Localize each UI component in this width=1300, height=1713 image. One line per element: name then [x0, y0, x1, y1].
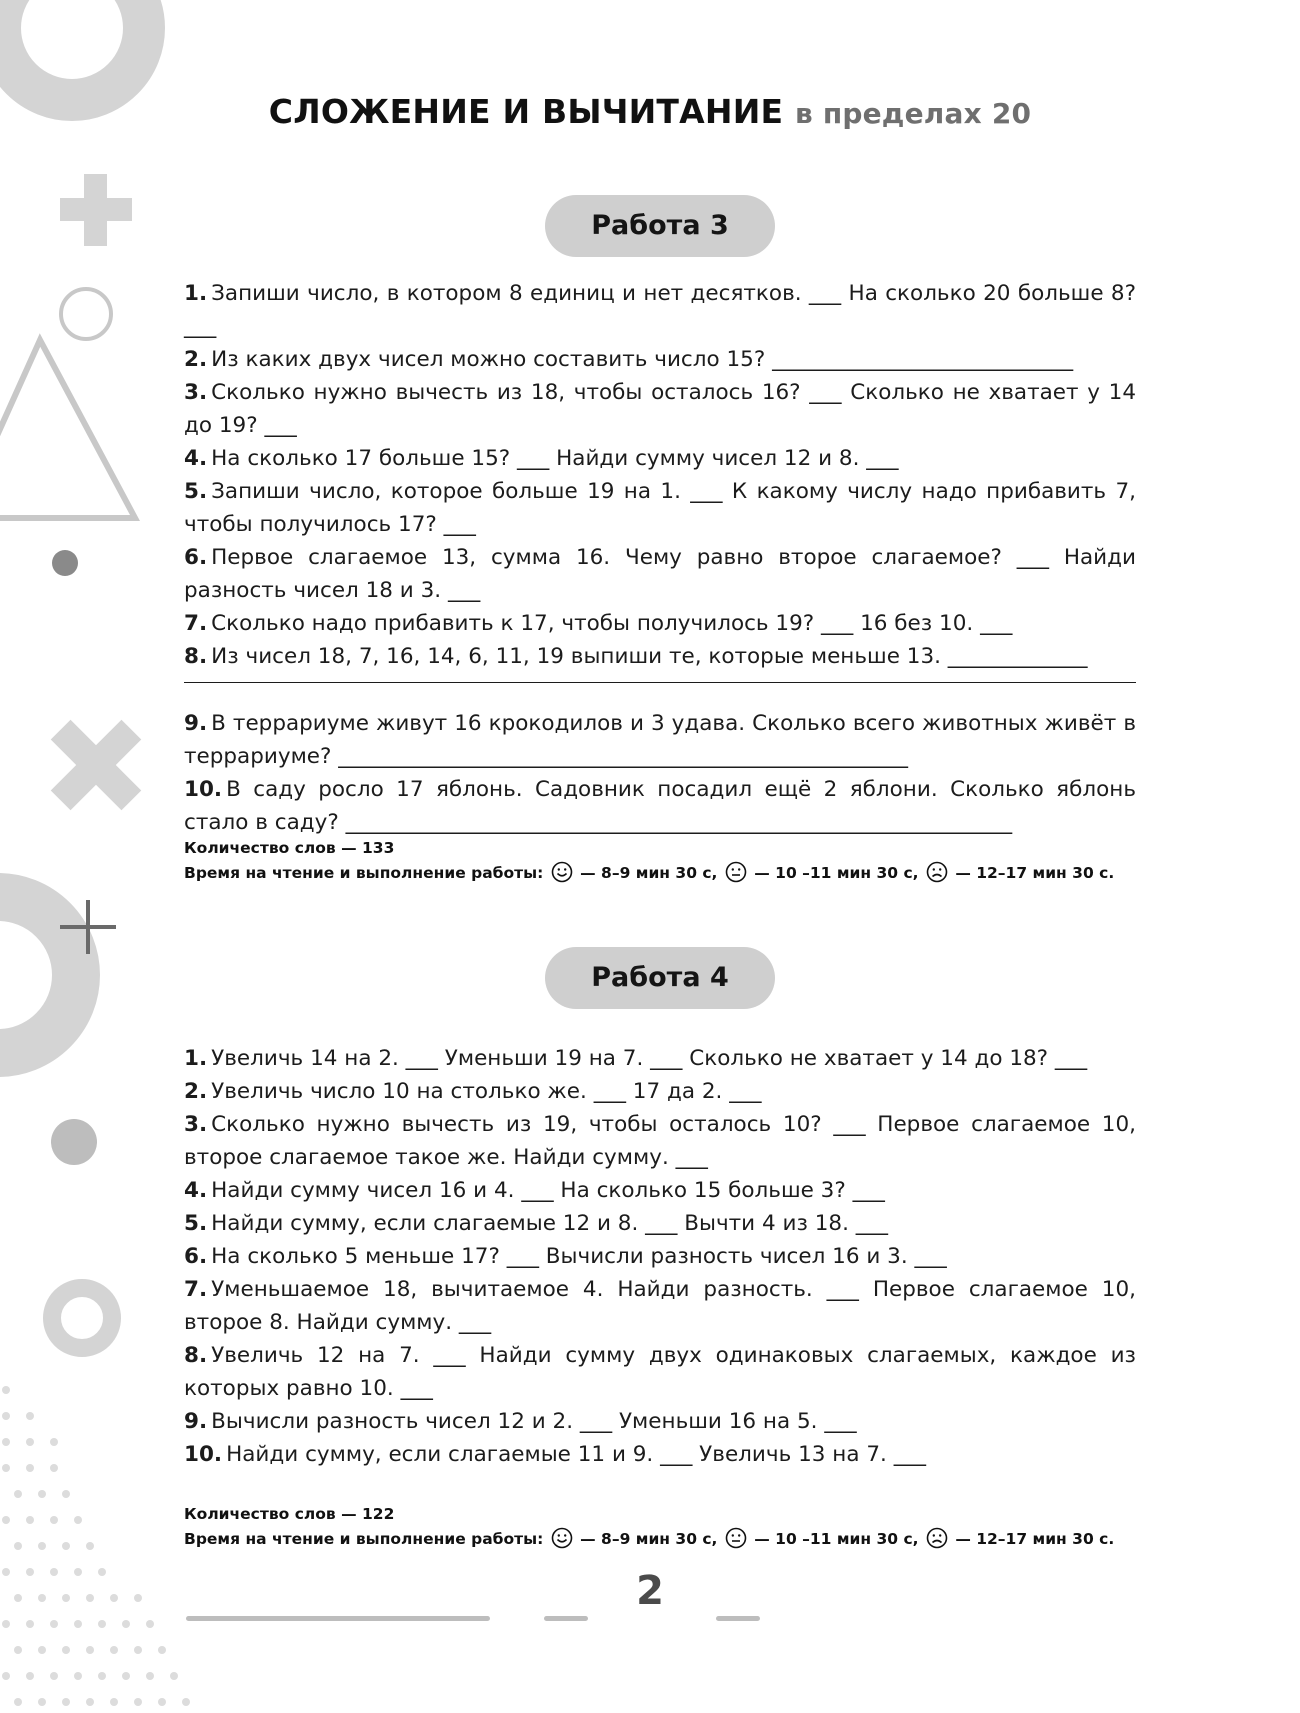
sad-face-icon [926, 861, 948, 883]
task-text: Найди сумму чисел 16 и 4. ___ На сколько 15 больше 3? ___ [211, 1178, 885, 1203]
task-text: Сколько надо прибавить к 17, чтобы получилось 19? ___ 16 без 10. ___ [211, 611, 1013, 636]
time-line [184, 861, 1144, 886]
time-bad: — 12–17 мин 30 с. [955, 864, 1115, 882]
task-number: 5. [184, 1211, 208, 1236]
task-item [184, 1075, 1136, 1108]
footer-rule-dash-right [716, 1616, 760, 1621]
time-mid: — 10 –11 мин 30 с, [754, 864, 919, 882]
task-item [184, 1174, 1136, 1207]
task-number: 2. [184, 347, 208, 372]
page-title [0, 92, 1300, 131]
task-number: 6. [184, 545, 208, 570]
work3-label-pill: Работа 3 [545, 195, 775, 257]
neutral-face-icon [725, 1527, 747, 1549]
task-number: 4. [184, 1178, 208, 1203]
work4-meta [184, 1502, 1144, 1552]
task-number: 3. [184, 1112, 208, 1137]
task-number: 9. [184, 711, 208, 736]
page-number: 2 [636, 1568, 664, 1614]
task-text: Уменьшаемое 18, вычитаемое 4. Найди разность. ___ Первое слагаемое 10, второе 8. Найди сумму. ___ [184, 1277, 1136, 1335]
time-bad: — 12–17 мин 30 с. [955, 1530, 1115, 1548]
task-item [184, 707, 1136, 773]
time-good: — 8–9 мин 30 с, [580, 864, 718, 882]
title-rest: в пределах 20 [794, 97, 1032, 130]
task-item [184, 376, 1136, 442]
time-line [184, 1527, 1144, 1552]
task-number: 6. [184, 1244, 208, 1269]
task-text: Сколько нужно вычесть из 18, чтобы осталось 16? ___ Сколько не хватает у 14 до 19? ___ [184, 380, 1136, 438]
task-number: 2. [184, 1079, 208, 1104]
task-item [184, 607, 1136, 640]
dot-pattern [2, 1386, 190, 1706]
task-text: В террариуме живут 16 крокодилов и 3 удава. Сколько всего животных живёт в террариуме? _____________________________________________________ [184, 711, 1136, 769]
task-text: Первое слагаемое 13, сумма 16. Чему равно второе слагаемое? ___ Найди разность чисел 18 и 3. ___ [184, 545, 1136, 603]
task-text: В саду росло 17 яблонь. Садовник посадил ещё 2 яблони. Сколько яблонь стало в саду? ______________________________________________________________ [184, 777, 1136, 835]
smile-face-icon [551, 1527, 573, 1549]
task-number: 8. [184, 644, 208, 669]
task-text: Запиши число, которое больше 19 на 1. ___ К какому числу надо прибавить 7, чтобы получилось 17? ___ [184, 479, 1136, 537]
task-item [184, 1339, 1136, 1405]
task-text: На сколько 17 больше 15? ___ Найди сумму чисел 12 и 8. ___ [211, 446, 899, 471]
task-number: 8. [184, 1343, 208, 1368]
task-number: 1. [184, 1046, 208, 1071]
task-number: 7. [184, 1277, 208, 1302]
task-text: Найди сумму, если слагаемые 11 и 9. ___ Увеличь 13 на 7. ___ [226, 1442, 926, 1467]
title-bold: СЛОЖЕНИЕ И ВЫЧИТАНИЕ [268, 92, 784, 131]
word-count: Количество слов — 122 [184, 1505, 395, 1523]
task-item [184, 541, 1136, 607]
time-good: — 8–9 мин 30 с, [580, 1530, 718, 1548]
task-number: 9. [184, 1409, 208, 1434]
task-item [184, 1405, 1136, 1438]
time-mid: — 10 –11 мин 30 с, [754, 1530, 919, 1548]
task-text: Вычисли разность чисел 12 и 2. ___ Уменьши 16 на 5. ___ [211, 1409, 857, 1434]
time-label: Время на чтение и выполнение работы: [184, 864, 544, 882]
task-text: Увеличь 14 на 2. ___ Уменьши 19 на 7. ___ Сколько не хватает у 14 до 18? ___ [211, 1046, 1088, 1071]
work4-label-pill: Работа 4 [545, 947, 775, 1009]
dot-shape [52, 550, 78, 576]
task-item [184, 1207, 1136, 1240]
small-ring-shape [61, 289, 111, 339]
task-text: Из каких двух чисел можно составить число 15? ____________________________ [211, 347, 1074, 372]
task-item [184, 640, 1136, 673]
task-item [184, 1042, 1136, 1075]
plus-shape [60, 174, 132, 246]
task-text: Увеличь 12 на 7. ___ Найди сумму двух одинаковых слагаемых, каждое из которых равно 10. ___ [184, 1343, 1136, 1401]
word-count: Количество слов — 133 [184, 839, 395, 857]
task-text: Запиши число, в котором 8 единиц и нет десятков. ___ На сколько 20 больше 8? ___ [184, 281, 1136, 339]
ring-shape [0, 0, 144, 100]
task-text: Найди сумму, если слагаемые 12 и 8. ___ Вычти 4 из 18. ___ [211, 1211, 889, 1236]
task-item [184, 343, 1136, 376]
smile-face-icon [551, 861, 573, 883]
answer-line-spacer [184, 683, 1136, 707]
neutral-face-icon [725, 861, 747, 883]
time-label: Время на чтение и выполнение работы: [184, 1530, 544, 1548]
gray-circle-shape [51, 1119, 97, 1165]
task-item [184, 442, 1136, 475]
task-item [184, 1108, 1136, 1174]
task-item [184, 1273, 1136, 1339]
task-number: 1. [184, 281, 208, 306]
work3-task-list [184, 277, 1136, 839]
footer-rule-left [186, 1616, 490, 1621]
task-number: 3. [184, 380, 208, 405]
task-number: 4. [184, 446, 208, 471]
work3-meta [184, 836, 1144, 886]
task-item [184, 773, 1136, 839]
task-item [184, 277, 1136, 343]
task-text: Увеличь число 10 на столько же. ___ 17 да 2. ___ [211, 1079, 762, 1104]
cross-shape [25, 694, 166, 835]
task-text: На сколько 5 меньше 17? ___ Вычисли разность чисел 16 и 3. ___ [211, 1244, 947, 1269]
sad-face-icon [926, 1527, 948, 1549]
footer-rule-dash-left [544, 1616, 588, 1621]
task-number: 7. [184, 611, 208, 636]
task-item [184, 1438, 1136, 1471]
task-item [184, 475, 1136, 541]
triangle-shape [0, 340, 135, 518]
half-ring-shape [0, 897, 76, 1053]
task-number: 5. [184, 479, 208, 504]
task-number: 10. [184, 777, 223, 802]
task-number: 10. [184, 1442, 223, 1467]
task-text: Сколько нужно вычесть из 19, чтобы осталось 10? ___ Первое слагаемое 10, второе слагаемое такое же. Найди сумму. ___ [184, 1112, 1136, 1170]
task-item [184, 1240, 1136, 1273]
task-text: Из чисел 18, 7, 16, 14, 6, 11, 19 выпиши те, которые меньше 13. _____________ [211, 644, 1088, 669]
bottom-ring-shape [52, 1288, 112, 1348]
work4-task-list [184, 1042, 1136, 1471]
